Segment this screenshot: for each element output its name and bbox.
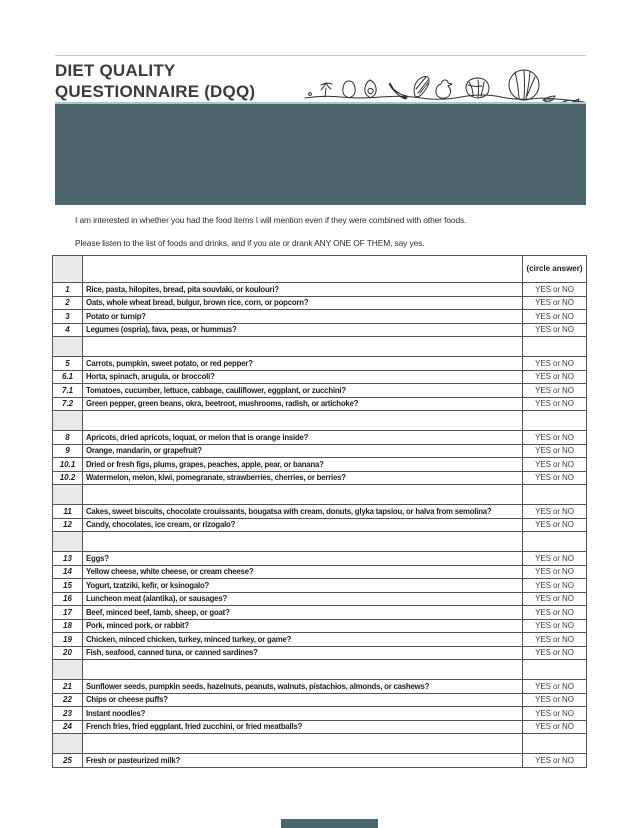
- question-number: 18: [53, 619, 83, 633]
- question-number: 16: [53, 592, 83, 606]
- table-row: [53, 579, 587, 593]
- question-number: 22: [53, 693, 83, 707]
- question-text: Fresh or pasteurized milk?: [83, 754, 523, 768]
- question-number: 23: [53, 707, 83, 721]
- answer-cell[interactable]: YES or NO: [523, 310, 587, 324]
- question-number: 10.1: [53, 458, 83, 472]
- questionnaire-table: [52, 255, 587, 768]
- question-number: 25: [53, 754, 83, 768]
- answer-cell[interactable]: YES or NO: [523, 458, 587, 472]
- question-number: [53, 411, 83, 431]
- answer-cell[interactable]: YES or NO: [523, 754, 587, 768]
- spacer-row: [53, 411, 587, 431]
- question-text: French fries, fried eggplant, fried zucchini, or fried meatballs?: [83, 720, 523, 734]
- question-text: Tomatoes, cucumber, lettuce, cabbage, cauliflower, eggplant, or zucchini?: [83, 384, 523, 398]
- question-text: Yellow cheese, white cheese, or cream cheese?: [83, 565, 523, 579]
- table-row: [53, 431, 587, 445]
- answer-cell[interactable]: YES or NO: [523, 283, 587, 297]
- answer-cell[interactable]: YES or NO: [523, 633, 587, 647]
- question-text: Chips or cheese puffs?: [83, 693, 523, 707]
- question-number: 7.1: [53, 384, 83, 398]
- question-number: 12: [53, 518, 83, 532]
- question-text: Beef, minced beef, lamb, sheep, or goat?: [83, 606, 523, 620]
- table-row: [53, 633, 587, 647]
- answer-cell[interactable]: YES or NO: [523, 693, 587, 707]
- question-number: 9: [53, 444, 83, 458]
- table-row: [53, 606, 587, 620]
- table-row: [53, 707, 587, 721]
- answer-cell[interactable]: YES or NO: [523, 357, 587, 371]
- question-text: Oats, whole wheat bread, bulgur, brown rice, corn, or popcorn?: [83, 296, 523, 310]
- question-number: 11: [53, 505, 83, 519]
- question-number: 21: [53, 680, 83, 694]
- question-text: Rice, pasta, hilopites, bread, pita souvlaki, or koulouri?: [83, 283, 523, 297]
- intro-line-1: I am interested in whether you had the food items I will mention even if they were combined with other foods.: [75, 215, 467, 225]
- table-row: [53, 754, 587, 768]
- answer-cell: [523, 532, 587, 552]
- answer-cell[interactable]: YES or NO: [523, 606, 587, 620]
- question-text: [83, 337, 523, 357]
- question-number: [53, 337, 83, 357]
- table-row: [53, 370, 587, 384]
- table-row: [53, 646, 587, 660]
- question-number: 20: [53, 646, 83, 660]
- question-text: Apricots, dried apricots, loquat, or melon that is orange inside?: [83, 431, 523, 445]
- question-number: 19: [53, 633, 83, 647]
- answer-column-header: (circle answer): [523, 256, 587, 283]
- answer-cell[interactable]: YES or NO: [523, 505, 587, 519]
- table-row: [53, 565, 587, 579]
- answer-cell[interactable]: YES or NO: [523, 444, 587, 458]
- question-text: Instant noodles?: [83, 707, 523, 721]
- table-row: [53, 619, 587, 633]
- table-row: [53, 458, 587, 472]
- spacer-row: [53, 485, 587, 505]
- answer-cell: [523, 660, 587, 680]
- question-text: Candy, chocolates, ice cream, or rizogalo?: [83, 518, 523, 532]
- answer-cell[interactable]: YES or NO: [523, 707, 587, 721]
- table-row: [53, 310, 587, 324]
- question-number: [53, 660, 83, 680]
- question-text: Yogurt, tzatziki, kefir, or ksinogalo?: [83, 579, 523, 593]
- question-text: [83, 411, 523, 431]
- table-row: [53, 384, 587, 398]
- question-text: Carrots, pumpkin, sweet potato, or red pepper?: [83, 357, 523, 371]
- table-row: [53, 552, 587, 566]
- number-column-header: [53, 256, 83, 283]
- table-row: [53, 518, 587, 532]
- question-number: 15: [53, 579, 83, 593]
- question-text: Green pepper, green beans, okra, beetroot, mushrooms, radish, or artichoke?: [83, 397, 523, 411]
- question-text: Luncheon meat (alantika), or sausages?: [83, 592, 523, 606]
- answer-cell[interactable]: YES or NO: [523, 565, 587, 579]
- question-number: 4: [53, 323, 83, 337]
- question-column-header: [83, 256, 523, 283]
- question-text: Cakes, sweet biscuits, chocolate crouissants, bougatsa with cream, donuts, glyka tapsiou, or halva from semolina?: [83, 505, 523, 519]
- spacer-row: [53, 734, 587, 754]
- answer-cell: [523, 734, 587, 754]
- answer-cell[interactable]: YES or NO: [523, 552, 587, 566]
- question-text: [83, 660, 523, 680]
- question-number: 7.2: [53, 397, 83, 411]
- question-text: Chicken, minced chicken, turkey, minced turkey, or game?: [83, 633, 523, 647]
- question-text: Orange, mandarin, or grapefruit?: [83, 444, 523, 458]
- question-number: 3: [53, 310, 83, 324]
- question-text: Legumes (ospria), fava, peas, or hummus?: [83, 323, 523, 337]
- answer-cell[interactable]: YES or NO: [523, 431, 587, 445]
- table-row: [53, 680, 587, 694]
- question-text: Horta, spinach, arugula, or broccoli?: [83, 370, 523, 384]
- question-number: 8: [53, 431, 83, 445]
- food-line-art-illustration: [303, 60, 586, 106]
- question-number: 1: [53, 283, 83, 297]
- table-row: [53, 397, 587, 411]
- answer-cell[interactable]: YES or NO: [523, 370, 587, 384]
- question-number: 5: [53, 357, 83, 371]
- answer-cell[interactable]: YES or NO: [523, 646, 587, 660]
- question-text: Potato or turnip?: [83, 310, 523, 324]
- question-text: Sunflower seeds, pumpkin seeds, hazelnuts, peanuts, walnuts, pistachios, almonds, or cashews?: [83, 680, 523, 694]
- table-header-row: [53, 256, 587, 283]
- table-row: [53, 444, 587, 458]
- table-row: [53, 693, 587, 707]
- question-number: [53, 532, 83, 552]
- next-page-banner-peek: [281, 819, 378, 828]
- question-number: 13: [53, 552, 83, 566]
- question-number: 6.1: [53, 370, 83, 384]
- table-row: [53, 471, 587, 485]
- question-number: 24: [53, 720, 83, 734]
- question-text: Dried or fresh figs, plums, grapes, peaches, apple, pear, or banana?: [83, 458, 523, 472]
- question-number: 2: [53, 296, 83, 310]
- spacer-row: [53, 337, 587, 357]
- answer-cell[interactable]: YES or NO: [523, 680, 587, 694]
- question-number: [53, 734, 83, 754]
- table-row: [53, 505, 587, 519]
- page-title-line2: QUESTIONNAIRE (DQQ): [55, 82, 256, 101]
- question-text: [83, 734, 523, 754]
- answer-cell[interactable]: YES or NO: [523, 384, 587, 398]
- answer-cell[interactable]: YES or NO: [523, 397, 587, 411]
- question-text: Pork, minced pork, or rabbit?: [83, 619, 523, 633]
- table-row: [53, 592, 587, 606]
- answer-cell: [523, 337, 587, 357]
- question-number: [53, 485, 83, 505]
- teal-banner: [55, 102, 586, 205]
- table-row: [53, 357, 587, 371]
- question-text: Eggs?: [83, 552, 523, 566]
- question-number: 17: [53, 606, 83, 620]
- question-number: 14: [53, 565, 83, 579]
- intro-line-2: Please listen to the list of foods and drinks, and if you ate or drank ANY ONE OF THEM, say yes.: [75, 238, 425, 248]
- page-title-line1: DIET QUALITY: [55, 61, 176, 80]
- spacer-row: [53, 660, 587, 680]
- question-text: [83, 532, 523, 552]
- header-rule: [55, 55, 586, 56]
- answer-cell: [523, 411, 587, 431]
- question-text: Watermelon, melon, kiwi, pomegranate, strawberries, cherries, or berries?: [83, 471, 523, 485]
- answer-cell: [523, 485, 587, 505]
- table-row: [53, 296, 587, 310]
- answer-cell[interactable]: YES or NO: [523, 592, 587, 606]
- answer-cell[interactable]: YES or NO: [523, 323, 587, 337]
- answer-cell[interactable]: YES or NO: [523, 518, 587, 532]
- spacer-row: [53, 532, 587, 552]
- table-row: [53, 323, 587, 337]
- answer-cell[interactable]: YES or NO: [523, 720, 587, 734]
- table-row: [53, 720, 587, 734]
- question-text: [83, 485, 523, 505]
- answer-cell[interactable]: YES or NO: [523, 471, 587, 485]
- question-number: 10.2: [53, 471, 83, 485]
- answer-cell[interactable]: YES or NO: [523, 296, 587, 310]
- table-row: [53, 283, 587, 297]
- question-text: Fish, seafood, canned tuna, or canned sardines?: [83, 646, 523, 660]
- answer-cell[interactable]: YES or NO: [523, 579, 587, 593]
- answer-cell[interactable]: YES or NO: [523, 619, 587, 633]
